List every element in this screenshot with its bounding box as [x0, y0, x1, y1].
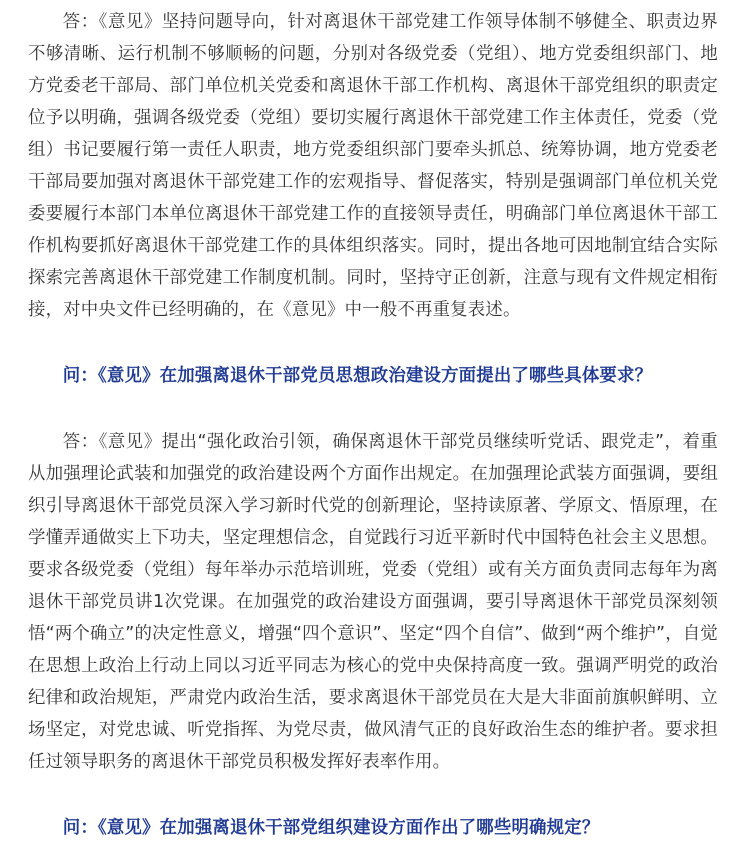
article-body: [28, 0, 718, 844]
question-heading-2: 问：《意见》在加强离退休干部党员思想政治建设方面提出了哪些具体要求？: [62, 366, 653, 386]
answer-paragraph-2: 答：《意见》提出“强化政治引领，确保离退休干部党员继续听党话、跟党走”，着重从加强理论武装和加强党的政治建设两个方面作出规定。在加强理论武装方面强调，要组织引导离退休干部党员深入学习新时代党的创新理论，坚持读原著、学原文、悟原理，在学懂弄通做实上下功夫，坚定理想信念，自觉践行习近平新时代中国特色社会主义思想。要求各级党委（党组）每年举办示范培训班，党委（党组）或有关方面负责同志每年为离退休干部党员讲1次党课。在加强党的政治建设方面强调，要引导离退休干部党员深刻领悟“两个确立”的决定性意义，增强“四个意识”、坚定“四个自信”、做到“两个维护”，自觉在思想上政治上行动上同以习近平同志为核心的党中央保持高度一致。强调严明党的政治纪律和政治规矩，严肃党内政治生活，要求离退休干部党员在大是大非面前旗帜鲜明、立场坚定，对党忠诚、听党指挥、为党尽责，做风清气正的良好政治生态的维护者。要求担任过领导职务的离退休干部党员积极发挥好表率作用。: [28, 432, 718, 772]
question-heading-3: 问：《意见》在加强离退休干部党组织建设方面作出了哪些明确规定？: [62, 818, 600, 838]
answer-paragraph-1: 答：《意见》坚持问题导向，针对离退休干部党建工作领导体制不够健全、职责边界不够清晰、运行机制不够顺畅的问题，分别对各级党委（党组）、地方党委组织部门、地方党委老干部局、部门单位机关党委和离退休干部工作机构、离退休干部党组织的职责定位予以明确，强调各级党委（党组）要切实履行离退休干部党建工作主体责任，党委（党组）书记要履行第一责任人职责，地方党委组织部门要牵头抓总、统筹协调，地方党委老干部局要加强对离退休干部党建工作的宏观指导、督促落实，特别是强调部门单位机关党委要履行本部门本单位离退休干部党建工作的直接领导责任，明确部门单位离退休干部工作机构要抓好离退休干部党建工作的具体组织落实。同时，提出各地可因地制宜结合实际探索完善离退休干部党建工作制度机制。同时，坚持守正创新，注意与现有文件规定相衔接，对中央文件已经明确的，在《意见》中一般不再重复表述。: [28, 12, 718, 320]
